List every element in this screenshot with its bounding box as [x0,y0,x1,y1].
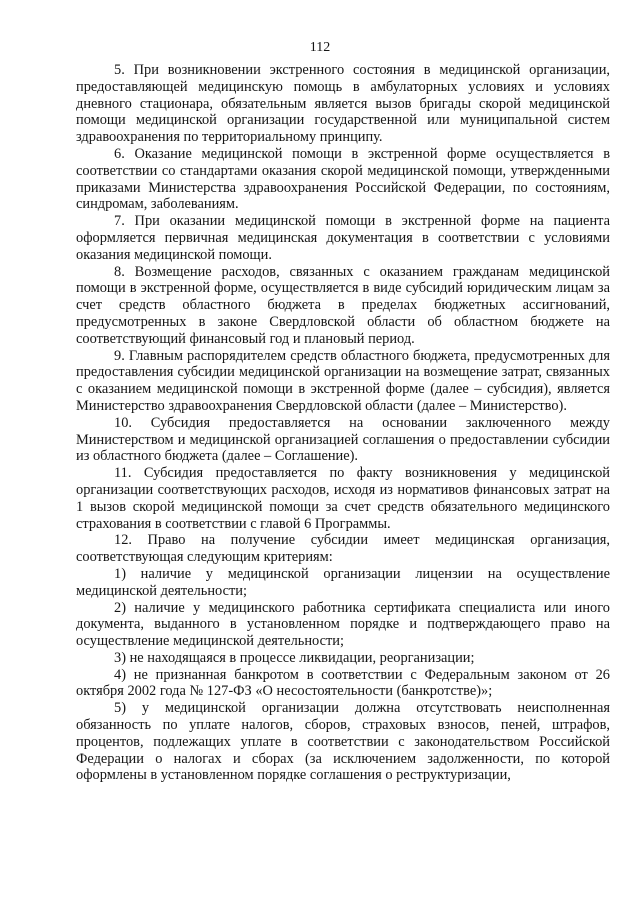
criterion-1: 1) наличие у медицинской организации лицензии на осуществление медицинской деятельности; [76,565,610,599]
document-body [76,62,610,784]
criterion-4: 4) не признанная банкротом в соответствии с Федеральным законом от 26 октября 2002 года № 127-ФЗ «О несостоятельности (банкротстве)»; [76,666,610,700]
paragraph-12: 12. Право на получение субсидии имеет медицинская организация, соответствующая следующим критериям: [76,532,610,566]
criterion-5: 5) у медицинской организации должна отсутствовать неисполненная обязанность по уплате налогов, сборов, страховых взносов, пеней, штрафов, процентов, подлежащих уплате в соответствии с законодательством Российской Федерации о налогах и сборах (за исключением задолженности, по которой оформлены в установленном порядке соглашения о реструктуризации, [76,700,610,784]
criterion-2: 2) наличие у медицинского работника сертификата специалиста или иного документа, выданного в установленном порядке и подтверждающего право на осуществление медицинской деятельности; [76,599,610,650]
paragraph-11: 11. Субсидия предоставляется по факту возникновения у медицинской организации соответствующих расходов, исходя из нормативов финансовых затрат на 1 вызов скорой медицинской помощи за счет средств обязательного медицинского страхования в соответствии с главой 6 Программы. [76,465,610,532]
paragraph-7: 7. При оказании медицинской помощи в экстренной форме на пациента оформляется первичная медицинская документация в соответствии с условиями оказания медицинской помощи. [76,213,610,263]
paragraph-9: 9. Главным распорядителем средств областного бюджета, предусмотренных для предоставления субсидии медицинской организации на возмещение затрат, связанных с оказанием медицинской помощи в экстренной форме (далее – субсидия), является Министерство здравоохранения Свердловской области (далее – Министерство). [76,347,610,414]
paragraph-5: 5. При возникновении экстренного состояния в медицинской организации, предоставляющей медицинскую помощь в амбулаторных условиях и условиях дневного стационара, обязательным является вызов бригады скорой медицинской помощи медицинской организации государственной или муниципальной систем здравоохранения по территориальному принципу. [76,62,610,146]
paragraph-10: 10. Субсидия предоставляется на основании заключенного между Министерством и медицинской организацией соглашения о предоставлении субсидии из областного бюджета (далее – Соглашение). [76,414,610,465]
criterion-3: 3) не находящаяся в процессе ликвидации, реорганизации; [114,649,475,666]
paragraph-8: 8. Возмещение расходов, связанных с оказанием гражданам медицинской помощи в экстренной форме, осуществляется в виде субсидий юридическим лицам за счет средств областного бюджета в пределах бюджетных ассигнований, предусмотренных в законе Свердловской области об областном бюджете на соответствующий финансовый год и плановый период. [76,263,610,347]
paragraph-6: 6. Оказание медицинской помощи в экстренной форме осуществляется в соответствии со стандартами оказания скорой медицинской помощи, утвержденными приказами Министерства здравоохранения Российской Федерации, по состояниям, синдромам, заболеваниям. [76,145,610,213]
page-number: 112 [309,40,331,55]
